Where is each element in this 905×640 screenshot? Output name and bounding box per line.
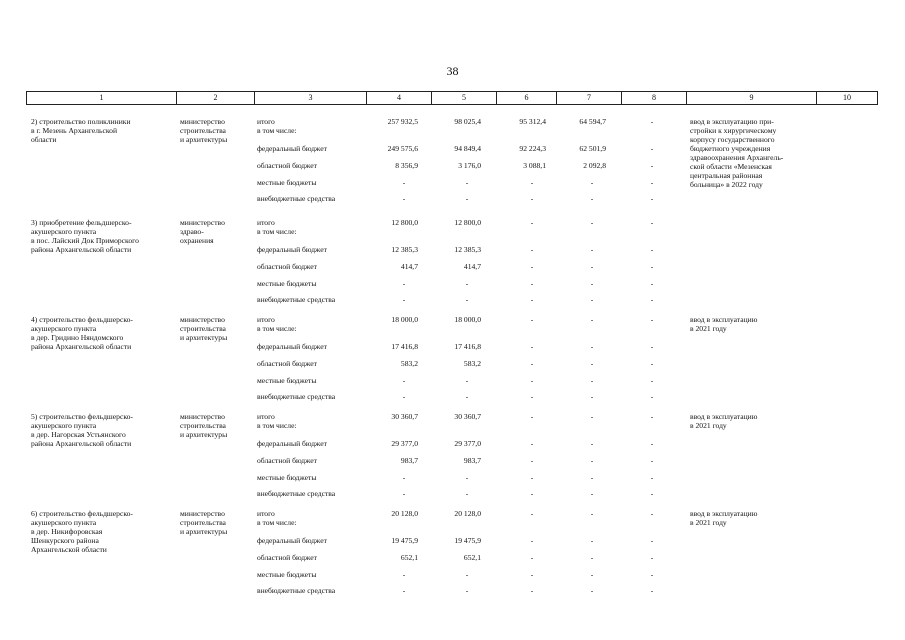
value-cell: - <box>650 144 654 153</box>
funding-source-label: федеральный бюджет <box>257 536 327 545</box>
header-cell: 2 <box>177 92 255 104</box>
funding-source-label: итого <box>257 315 275 324</box>
funding-source-label: местные бюджеты <box>257 279 317 288</box>
row-name-line: района Архангельской области <box>31 342 132 351</box>
header-cell: 10 <box>843 93 851 102</box>
value-cell: - <box>465 473 469 482</box>
value-cell: 17 416,8 <box>391 342 418 351</box>
funding-source-label: областной бюджет <box>257 456 317 465</box>
value-cell: - <box>530 412 534 421</box>
executor-line: строительства <box>180 126 226 135</box>
value-cell: 983,7 <box>463 456 481 465</box>
value-cell: 652,1 <box>463 553 481 562</box>
row-name-line: 6) строительство фельдшерско- <box>31 509 133 518</box>
executor-line: министерство <box>180 218 225 227</box>
value-cell: - <box>465 295 469 304</box>
value-cell: - <box>590 412 594 421</box>
value-cell: 20 128,0 <box>391 509 418 518</box>
executor-line: министерство <box>180 315 225 324</box>
row-name-line: акушерского пункта <box>31 324 97 333</box>
value-cell: - <box>402 570 406 579</box>
funding-subtitle: в том числе: <box>257 227 297 236</box>
value-cell: - <box>590 536 594 545</box>
value-cell: - <box>530 489 534 498</box>
value-cell: - <box>465 194 469 203</box>
funding-source-label: местные бюджеты <box>257 178 317 187</box>
value-cell: - <box>590 489 594 498</box>
value-cell: - <box>590 359 594 368</box>
value-cell: - <box>590 315 594 324</box>
value-cell: - <box>590 376 594 385</box>
funding-source-label: внебюджетные средства <box>257 295 336 304</box>
value-cell: 3 176,0 <box>458 161 481 170</box>
value-cell: 19 475,9 <box>391 536 418 545</box>
value-cell: 583,2 <box>463 359 481 368</box>
value-cell: - <box>650 262 654 271</box>
result-line: больница» в 2022 году <box>690 180 763 189</box>
value-cell: - <box>650 553 654 562</box>
executor-line: и архитектуры <box>180 527 228 536</box>
row-name-line: в дер. Никифоровская <box>31 527 103 536</box>
funding-source-label: федеральный бюджет <box>257 439 327 448</box>
value-cell: - <box>650 342 654 351</box>
value-cell: 98 025,4 <box>454 117 481 126</box>
row-name-line: 4) строительство фельдшерско- <box>31 315 133 324</box>
value-cell: - <box>590 473 594 482</box>
value-cell: - <box>650 570 654 579</box>
value-cell: 30 360,7 <box>454 412 481 421</box>
row-name-line: области <box>31 135 57 144</box>
executor-line: министерство <box>180 412 225 421</box>
row-name-line: 2) строительство поликлиники <box>31 117 131 126</box>
funding-source-label: местные бюджеты <box>257 570 317 579</box>
value-cell: - <box>650 376 654 385</box>
header-cell: 6 <box>497 92 557 104</box>
value-cell: - <box>650 279 654 288</box>
value-cell: - <box>650 218 654 227</box>
funding-source-label: внебюджетные средства <box>257 392 336 401</box>
value-cell: - <box>650 456 654 465</box>
executor-line: строительства <box>180 518 226 527</box>
value-cell: - <box>650 359 654 368</box>
value-cell: - <box>650 315 654 324</box>
value-cell: 12 385,3 <box>391 245 418 254</box>
funding-source-label: итого <box>257 412 275 421</box>
executor-line: министерство <box>180 117 225 126</box>
funding-source-label: областной бюджет <box>257 262 317 271</box>
header-cell: 9 <box>687 92 817 104</box>
funding-source-label: областной бюджет <box>257 359 317 368</box>
value-cell: 12 800,0 <box>391 218 418 227</box>
value-cell: - <box>465 392 469 401</box>
value-cell: 19 475,9 <box>454 536 481 545</box>
result-line: ввод в эксплуатацию <box>690 412 758 421</box>
value-cell: - <box>650 161 654 170</box>
result-line: бюджетного учреждения <box>690 144 771 153</box>
value-cell: - <box>402 586 406 595</box>
result-line: центральная районная <box>690 171 763 180</box>
value-cell: - <box>650 473 654 482</box>
row-name-line: 5) строительство фельдшерско- <box>31 412 133 421</box>
value-cell: - <box>402 489 406 498</box>
value-cell: - <box>650 245 654 254</box>
executor-line: здраво- <box>180 227 204 236</box>
executor-line: министерство <box>180 509 225 518</box>
value-cell: - <box>402 295 406 304</box>
value-cell: - <box>590 178 594 187</box>
value-cell: 94 849,4 <box>454 144 481 153</box>
funding-source-label: местные бюджеты <box>257 473 317 482</box>
value-cell: 414,7 <box>400 262 418 271</box>
value-cell: - <box>465 279 469 288</box>
value-cell: - <box>530 218 534 227</box>
header-cell: 7 <box>557 92 622 104</box>
result-line: стройки к хирургическому <box>690 126 777 135</box>
value-cell: 414,7 <box>463 262 481 271</box>
result-line: в 2021 году <box>690 421 727 430</box>
executor-line: и архитектуры <box>180 333 228 342</box>
value-cell: - <box>465 178 469 187</box>
value-cell: - <box>590 295 594 304</box>
result-line: здравоохранения Архангель- <box>690 153 784 162</box>
row-name-line: Шенкурского района <box>31 536 99 545</box>
header-cell: 8 <box>622 92 687 104</box>
value-cell: - <box>530 262 534 271</box>
value-cell: - <box>590 262 594 271</box>
value-cell: - <box>530 342 534 351</box>
value-cell: 95 312,4 <box>519 117 546 126</box>
result-line: в 2021 году <box>690 324 727 333</box>
value-cell: - <box>530 194 534 203</box>
value-cell: - <box>530 376 534 385</box>
value-cell: 652,1 <box>400 553 418 562</box>
value-cell: - <box>402 279 406 288</box>
value-cell: 64 594,7 <box>579 117 606 126</box>
funding-source-label: областной бюджет <box>257 553 317 562</box>
result-line: ввод в эксплуатацию <box>690 315 758 324</box>
value-cell: - <box>465 376 469 385</box>
value-cell: - <box>530 509 534 518</box>
result-line: в 2021 году <box>690 518 727 527</box>
funding-subtitle: в том числе: <box>257 126 297 135</box>
value-cell: - <box>590 553 594 562</box>
page-number: 38 <box>446 64 459 78</box>
value-cell: - <box>465 570 469 579</box>
value-cell: - <box>650 509 654 518</box>
funding-source-label: местные бюджеты <box>257 376 317 385</box>
value-cell: - <box>650 295 654 304</box>
executor-line: строительства <box>180 421 226 430</box>
funding-subtitle: в том числе: <box>257 324 297 333</box>
value-cell: - <box>590 392 594 401</box>
value-cell: - <box>590 194 594 203</box>
header-cell: 1 <box>27 92 177 104</box>
funding-source-label: итого <box>257 117 275 126</box>
row-name-line: в дер. Гридино Няндомского <box>31 333 124 342</box>
row-name-line: акушерского пункта <box>31 518 97 527</box>
value-cell: - <box>650 439 654 448</box>
executor-line: охранения <box>180 236 214 245</box>
funding-source-label: внебюджетные средства <box>257 194 336 203</box>
value-cell: 12 385,3 <box>454 245 481 254</box>
result-line: корпусу государственного <box>690 135 775 144</box>
funding-source-label: федеральный бюджет <box>257 342 327 351</box>
row-name-line: района Архангельской области <box>31 439 132 448</box>
value-cell: - <box>530 245 534 254</box>
value-cell: - <box>590 570 594 579</box>
row-name-line: Архангельской области <box>31 545 107 554</box>
value-cell: 257 932,5 <box>387 117 418 126</box>
table-header <box>26 91 878 105</box>
header-cell: 3 <box>255 92 367 104</box>
funding-source-label: федеральный бюджет <box>257 245 327 254</box>
result-line: ввод в эксплуатацию при- <box>690 117 774 126</box>
value-cell: 92 224,3 <box>519 144 546 153</box>
value-cell: - <box>650 586 654 595</box>
value-cell: - <box>650 194 654 203</box>
row-name-line: 3) приобретение фельдшерско- <box>31 218 132 227</box>
value-cell: 30 360,7 <box>391 412 418 421</box>
funding-source-label: федеральный бюджет <box>257 144 327 153</box>
value-cell: - <box>465 489 469 498</box>
value-cell: - <box>650 117 654 126</box>
value-cell: - <box>590 509 594 518</box>
value-cell: - <box>530 553 534 562</box>
row-name-line: в дер. Нагорская Устьянского <box>31 430 126 439</box>
value-cell: - <box>530 586 534 595</box>
row-name-line: в пос. Лайский Док Приморского <box>31 236 139 245</box>
value-cell: - <box>530 295 534 304</box>
value-cell: - <box>530 279 534 288</box>
value-cell: 8 356,9 <box>395 161 418 170</box>
value-cell: - <box>530 570 534 579</box>
value-cell: - <box>530 392 534 401</box>
value-cell: 29 377,0 <box>391 439 418 448</box>
value-cell: - <box>402 376 406 385</box>
value-cell: - <box>530 473 534 482</box>
value-cell: - <box>465 586 469 595</box>
value-cell: 2 092,8 <box>583 161 606 170</box>
value-cell: - <box>530 315 534 324</box>
value-cell: 20 128,0 <box>454 509 481 518</box>
row-name-line: района Архангельской области <box>31 245 132 254</box>
funding-source-label: областной бюджет <box>257 161 317 170</box>
funding-source-label: внебюджетные средства <box>257 489 336 498</box>
executor-line: и архитектуры <box>180 135 228 144</box>
value-cell: - <box>530 178 534 187</box>
value-cell: - <box>590 218 594 227</box>
value-cell: - <box>590 439 594 448</box>
value-cell: 17 416,8 <box>454 342 481 351</box>
value-cell: - <box>590 456 594 465</box>
executor-line: и архитектуры <box>180 430 228 439</box>
value-cell: - <box>590 586 594 595</box>
value-cell: - <box>530 439 534 448</box>
value-cell: 583,2 <box>400 359 418 368</box>
value-cell: - <box>530 456 534 465</box>
value-cell: - <box>402 178 406 187</box>
value-cell: - <box>650 178 654 187</box>
value-cell: 249 575,6 <box>387 144 418 153</box>
value-cell: 3 088,1 <box>523 161 546 170</box>
header-cell: 5 <box>432 92 497 104</box>
value-cell: - <box>590 279 594 288</box>
result-line: ввод в эксплуатацию <box>690 509 758 518</box>
executor-line: строительства <box>180 324 226 333</box>
value-cell: - <box>650 412 654 421</box>
result-line: ской области «Мезенская <box>690 162 772 171</box>
value-cell: 983,7 <box>400 456 418 465</box>
value-cell: 18 000,0 <box>391 315 418 324</box>
value-cell: - <box>650 489 654 498</box>
header-cell: 4 <box>367 92 432 104</box>
value-cell: - <box>650 392 654 401</box>
value-cell: 29 377,0 <box>454 439 481 448</box>
value-cell: - <box>402 194 406 203</box>
value-cell: - <box>590 342 594 351</box>
value-cell: - <box>590 245 594 254</box>
value-cell: 12 800,0 <box>454 218 481 227</box>
funding-subtitle: в том числе: <box>257 421 297 430</box>
funding-subtitle: в том числе: <box>257 518 297 527</box>
value-cell: - <box>530 536 534 545</box>
value-cell: - <box>402 473 406 482</box>
funding-source-label: итого <box>257 218 275 227</box>
row-name-line: в г. Мезень Архангельской <box>31 126 118 135</box>
value-cell: 62 501,9 <box>579 144 606 153</box>
row-name-line: акушерского пункта <box>31 227 97 236</box>
value-cell: - <box>530 359 534 368</box>
funding-source-label: внебюджетные средства <box>257 586 336 595</box>
row-name-line: акушерского пункта <box>31 421 97 430</box>
value-cell: - <box>650 536 654 545</box>
funding-source-label: итого <box>257 509 275 518</box>
value-cell: - <box>402 392 406 401</box>
value-cell: 18 000,0 <box>454 315 481 324</box>
